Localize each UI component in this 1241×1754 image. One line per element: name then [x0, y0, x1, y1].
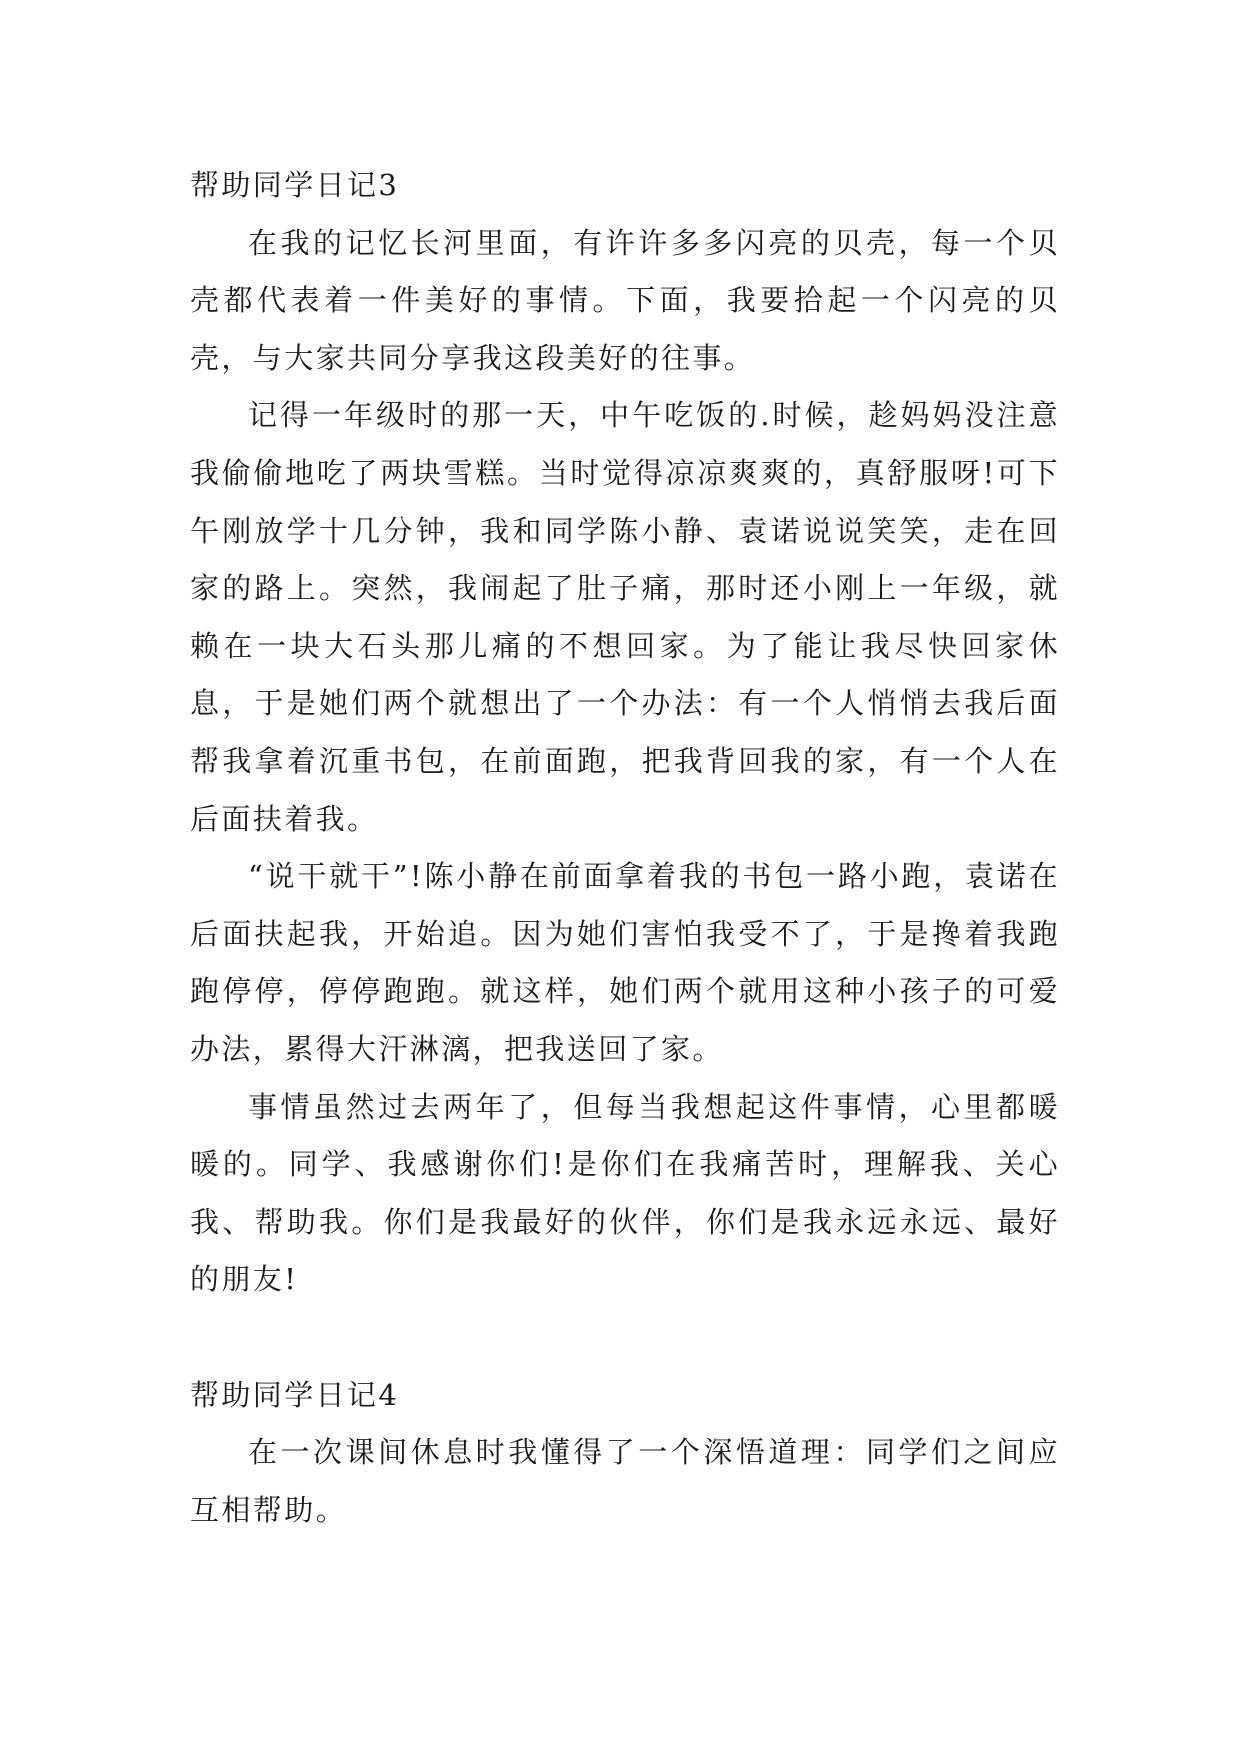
document-body — [190, 157, 1060, 1540]
paragraph: 记得一年级时的那一天，中午吃饭的.时候，趁妈妈没注意我偷偷地吃了两块雪糕。当时觉得凉凉爽爽的，真舒服呀!可下午刚放学十几分钟，我和同学陈小静、袁诺说说笑笑，走在回家的路上。突然，我闹起了肚子痛，那时还小刚上一年级，就赖在一块大石头那儿痛的不想回家。为了能让我尽快回家休息，于是她们两个就想出了一个办法：有一个人悄悄去我后面帮我拿着沉重书包，在前面跑，把我背回我的家，有一个人在后面扶着我。 — [190, 398, 1060, 836]
paragraph: “说干就干”!陈小静在前面拿着我的书包一路小跑，袁诺在后面扶起我，开始追。因为她们害怕我受不了，于是搀着我跑跑停停，停停跑跑。就这样，她们两个就用这种小孩子的可爱办法，累得大汗淋漓，把我送回了家。 — [190, 859, 1060, 1066]
section-title: 帮助同学日记3 — [190, 168, 400, 202]
diary-entry-3 — [190, 157, 1060, 1309]
paragraph: 事情虽然过去两年了，但每当我想起这件事情，心里都暖暖的。同学、我感谢你们!是你们在我痛苦时，理解我、关心我、帮助我。你们是我最好的伙伴，你们是我永远永远、最好的朋友! — [190, 1089, 1060, 1297]
paragraph: 在一次课间休息时我懂得了一个深悟道理：同学们之间应互相帮助。 — [190, 1435, 1060, 1528]
section-title: 帮助同学日记4 — [190, 1377, 400, 1412]
diary-entry-4 — [190, 1367, 1060, 1540]
paragraph: 在我的记忆长河里面，有许许多多闪亮的贝壳，每一个贝壳都代表着一件美好的事情。下面，我要拾起一个闪亮的贝壳，与大家共同分享我这段美好的往事。 — [190, 225, 1060, 375]
